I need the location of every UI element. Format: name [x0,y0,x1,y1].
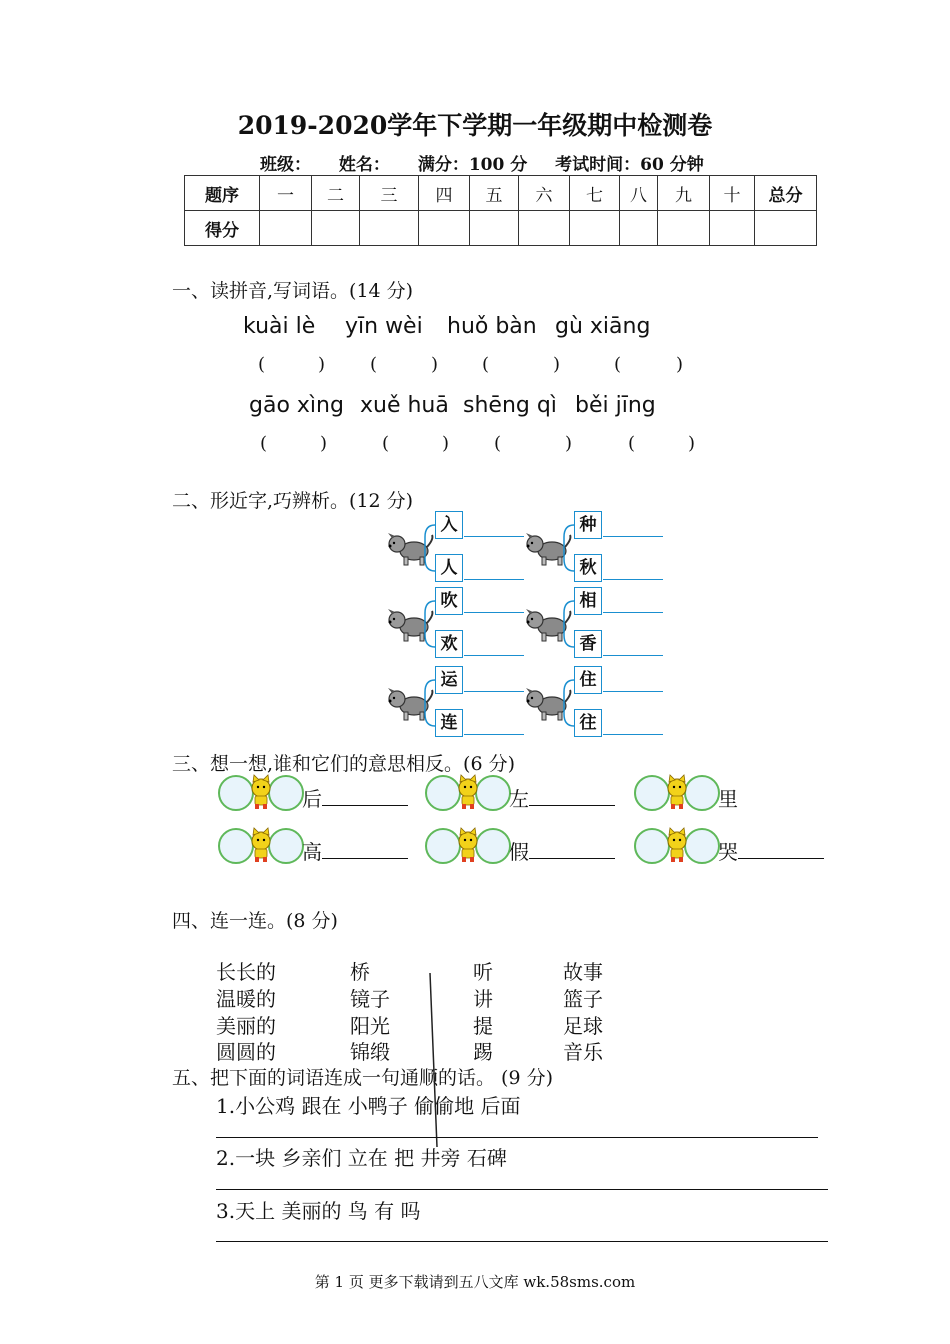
match-item[interactable]: 长长的 [216,960,276,984]
match-item[interactable]: 故事 [563,960,603,984]
exam-info [260,150,726,175]
table-header-cell: 五 [470,176,519,211]
answer-paren-open: ( [382,433,390,454]
similar-char-box: 往 [574,709,602,737]
answer-line[interactable] [464,536,524,537]
similar-char-box: 住 [574,666,602,694]
antonym-word: 哭 [718,840,738,864]
table-header-cell: 七 [570,176,620,211]
similar-char-box: 秋 [574,554,602,582]
pinyin: shēng qì [463,393,557,418]
answer-paren-close: ) [318,354,326,375]
similar-char-box: 运 [435,666,463,694]
score-cell[interactable] [658,211,710,246]
answer-blank[interactable] [322,785,408,806]
cat-circles-icon [216,826,306,866]
table-header-cell: 一 [260,176,312,211]
score-table-header-row [185,176,817,211]
table-header-cell: 八 [620,176,658,211]
exam-time: 考试时间：60 分钟 [555,155,704,175]
cat-circles-icon [423,773,513,813]
cat-circles-icon [216,773,306,813]
section1-title: 一、读拼音,写词语。(14 分) [172,280,414,302]
hand-drawn-line [420,965,450,1155]
match-item[interactable]: 踢 [473,1040,493,1064]
answer-blank[interactable] [529,838,615,859]
answer-paren-open: ( [370,354,378,375]
cat-circles-icon [632,773,722,813]
score-cell[interactable] [755,211,817,246]
score-cell[interactable] [710,211,755,246]
answer-line[interactable] [216,1241,828,1242]
score-cell[interactable] [312,211,360,246]
similar-char-box: 相 [574,587,602,615]
cat-circles-icon [632,826,722,866]
table-header-cell: 六 [519,176,570,211]
antonym-item [302,836,408,865]
section3-title: 三、想一想,谁和它们的意思相反。(6 分) [172,753,515,775]
sentence-words-2: 2.一块 乡亲们 立在 把 井旁 石碑 [216,1146,507,1170]
answer-paren-open: ( [482,354,490,375]
antonym-item [718,783,738,812]
antonym-word: 高 [302,840,322,864]
antonym-word: 里 [718,787,738,811]
answer-paren-close: ) [320,433,328,454]
pinyin: yīn wèi [345,314,423,339]
similar-char-box: 香 [574,630,602,658]
answer-line[interactable] [464,734,524,735]
answer-blank[interactable] [322,838,408,859]
table-header-cell: 九 [658,176,710,211]
pinyin: běi jīng [575,393,656,418]
full-score: 满分：100 分 [417,155,528,175]
similar-char-box: 连 [435,709,463,737]
section2-title: 二、形近字,巧辨析。(12 分) [172,490,414,512]
answer-line[interactable] [603,655,663,656]
answer-line[interactable] [464,655,524,656]
match-item[interactable]: 桥 [350,960,370,984]
answer-line[interactable] [464,691,524,692]
answer-paren-open: ( [260,433,268,454]
answer-paren-close: ) [688,433,696,454]
answer-paren-open: ( [628,433,636,454]
table-header-cell: 总分 [755,176,817,211]
section4-title: 四、连一连。(8 分) [172,910,338,932]
score-table [184,175,817,246]
score-cell[interactable] [470,211,519,246]
match-item[interactable]: 听 [473,960,493,984]
table-header-cell: 三 [360,176,419,211]
answer-paren-close: ) [565,433,573,454]
score-cell[interactable] [419,211,470,246]
score-cell[interactable] [620,211,658,246]
antonym-item [718,836,824,865]
match-item[interactable]: 美丽的 [216,1014,276,1038]
similar-char-box: 吹 [435,587,463,615]
section5-title: 五、把下面的词语连成一句通顺的话。 (9 分) [172,1067,553,1089]
sentence-words-3: 3.天上 美丽的 鸟 有 吗 [216,1199,421,1223]
antonym-item [509,836,615,865]
antonym-word: 后 [302,787,322,811]
answer-line[interactable] [603,579,663,580]
antonym-word: 左 [509,787,529,811]
answer-paren-close: ) [442,433,450,454]
class-label: 班级： [260,155,311,175]
antonym-word: 假 [509,840,529,864]
match-item[interactable]: 篮子 [563,987,603,1011]
name-label: 姓名： [338,155,390,175]
pinyin: xuě huā [360,393,449,418]
match-item[interactable]: 提 [473,1014,493,1038]
match-item[interactable]: 阳光 [350,1014,390,1038]
score-cell[interactable] [360,211,419,246]
match-item[interactable]: 镜子 [350,987,390,1011]
answer-line[interactable] [464,612,524,613]
table-row-header: 得分 [185,211,260,246]
page-footer: 第 1 页 更多下载请到五八文库 wk.58sms.com [314,1273,636,1291]
cat-circles-icon [423,826,513,866]
sentence-words-1: 1.小公鸡 跟在 小鸭子 偷偷地 后面 [216,1094,521,1118]
table-header-cell: 四 [419,176,470,211]
antonym-item [509,783,615,812]
similar-char-box: 种 [574,511,602,539]
answer-line[interactable] [603,536,663,537]
answer-blank[interactable] [738,838,824,859]
answer-line[interactable] [216,1189,828,1190]
antonym-item [302,783,408,812]
match-item[interactable]: 足球 [563,1014,603,1038]
pinyin: gāo xìng [249,393,344,418]
similar-char-box: 入 [435,511,463,539]
pinyin: huǒ bàn [447,314,537,339]
score-cell[interactable] [260,211,312,246]
answer-line[interactable] [603,734,663,735]
answer-blank[interactable] [529,785,615,806]
answer-paren-open: ( [614,354,622,375]
similar-char-box: 欢 [435,630,463,658]
table-header-cell: 二 [312,176,360,211]
answer-line[interactable] [464,579,524,580]
answer-line[interactable] [216,1137,818,1138]
match-item[interactable]: 温暖的 [216,987,276,1011]
similar-char-box: 人 [435,554,463,582]
answer-paren-close: ) [676,354,684,375]
match-item[interactable]: 圆圆的 [216,1040,276,1064]
score-cell[interactable] [570,211,620,246]
answer-paren-open: ( [258,354,266,375]
score-cell[interactable] [519,211,570,246]
match-item[interactable]: 讲 [473,987,493,1011]
page-title: 2019-2020学年下学期一年级期中检测卷 [237,111,713,140]
answer-line[interactable] [603,612,663,613]
answer-paren-close: ) [431,354,439,375]
table-header-cell: 题序 [185,176,260,211]
answer-paren-open: ( [494,433,502,454]
answer-line[interactable] [603,691,663,692]
pinyin: kuài lè [243,314,316,339]
match-item[interactable]: 锦缎 [350,1040,390,1064]
match-item[interactable]: 音乐 [563,1040,603,1064]
table-header-cell: 十 [710,176,755,211]
pinyin: gù xiāng [555,314,651,339]
score-table-score-row [185,211,817,246]
answer-paren-close: ) [553,354,561,375]
